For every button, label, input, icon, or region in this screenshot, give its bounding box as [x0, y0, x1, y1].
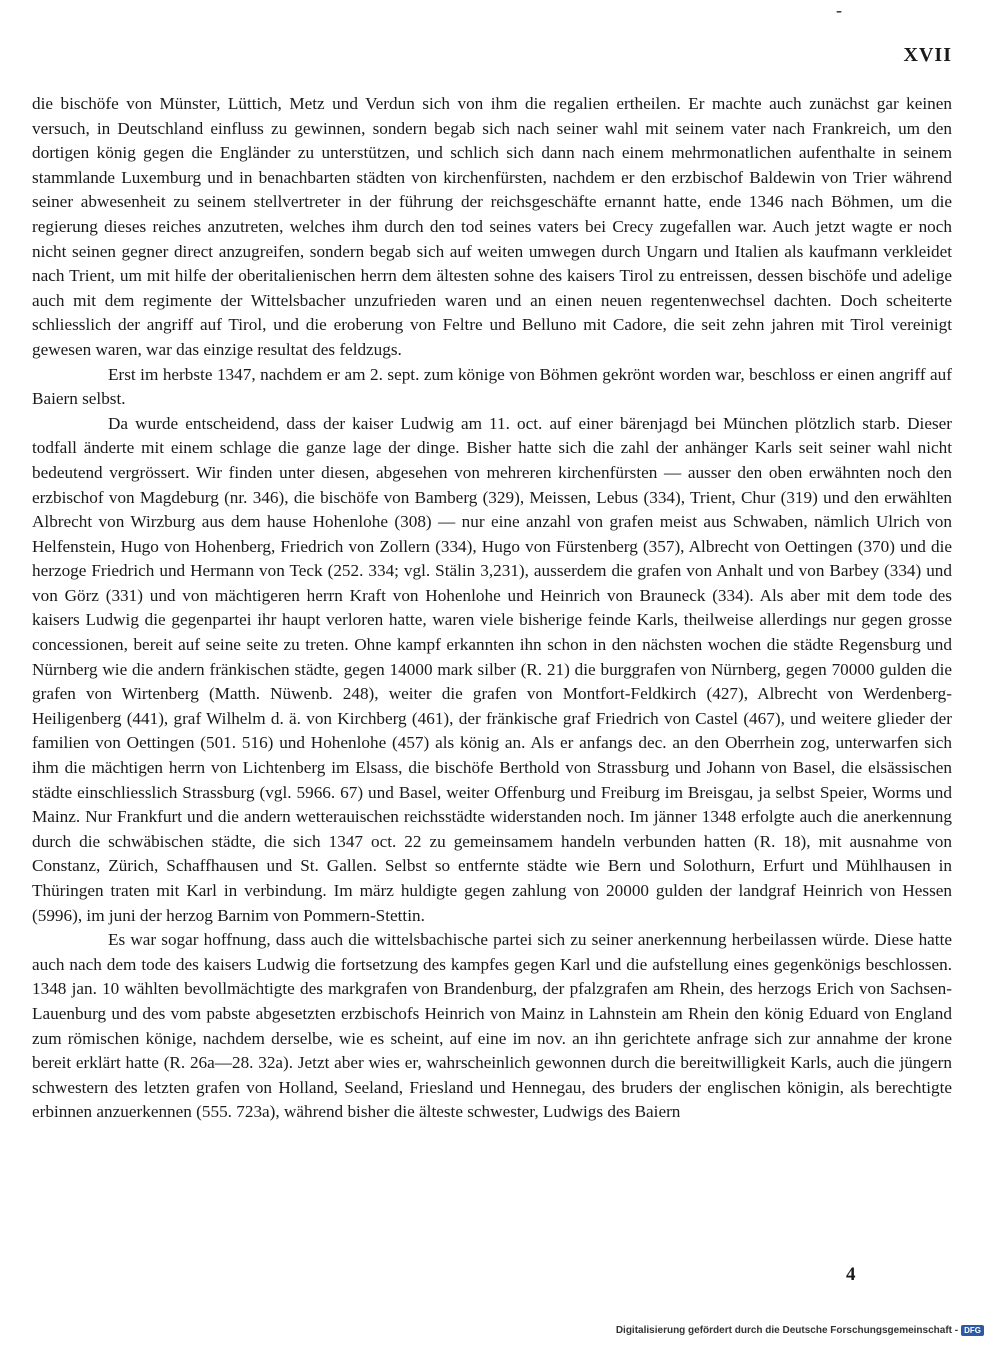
signature-mark: 4 — [846, 1264, 856, 1285]
digitization-footer — [616, 1325, 984, 1336]
paragraph: Es war sogar hoffnung, dass auch die wittelsbachische partei sich zu seiner anerkennung herbeilassen würde. Diese hatte auch nach dem tode des kaisers Ludwig die fortsetzung des kampfes gegen Karl und die aufstellung eines gegenkönigs beschlossen. 1348 jan. 10 wählten bevollmächtigte des markgrafen von Brandenburg, der pfalzgrafen am Rhein, des herzogs Erich von Sachsen-Lauenburg und des vom pabste abgesetzten erzbischofs Heinrich von Mainz in Lahnstein am Rhein den könig Eduard von England zum römischen könige, nachdem derselbe, wie es scheint, auf eine im nov. an ihn gerichtete anfrage sich zur annahme der krone bereit erklärt hatte (R. 26a—28. 32a). Jetzt aber wies er, wahrscheinlich gewonnen durch die bereitwilligkeit Karls, auch die jüngern schwestern des letzten grafen von Holland, Seeland, Friesland und Hennegau, des bruders der englischen königin, als berechtigte erbinnen anzuerkennen (555. 723a), während bisher die älteste schwester, Ludwigs des Baiern — [32, 930, 952, 1122]
paragraph: Da wurde entscheidend, dass der kaiser Ludwig am 11. oct. auf einer bärenjagd bei München plötzlich starb. Dieser todfall änderte mit einem schlage die ganze lage der dinge. Bisher hatte sich die zahl der anhänger Karls seit seiner wahl nicht bedeutend vergrössert. Wir finden unter diesen, abgesehen von mehreren kirchenfürsten — ausser den oben erwähnten noch den erzbischof von Magdeburg (nr. 346), die bischöfe von Bamberg (329), Meissen, Lebus (334), Trient, Chur (319) und den erwählten Albrecht von Wirzburg aus dem hause Hohenlohe (308) — nur eine anzahl von grafen meist aus Schwaben, nämlich Ulrich von Helfenstein, Hugo von Hohenberg, Friedrich von Zollern (334), Hugo von Fürstenberg (357), Albrecht von Oettingen (370) und die herzoge Friedrich und Hermann von Teck (252. 334; vgl. Stälin 3,231), ausserdem die grafen von Anhalt und von Barbey (334) und von Görz (331) und von mächtigeren herrn Kraft von Hohenlohe und Heinrich von Brauneck (334). Als aber mit dem tode des kaisers Ludwig die gegenpartei ihr haupt verloren hatte, waren viele bisherige feinde Karls, theilweise allerdings nur gegen grosse concessionen, bereit auf seine seite zu treten. Ohne kampf erkannten ihn schon in den nächsten wochen die städte Regensburg und Nürnberg wie die andern fränkischen städte, gegen 14000 mark silber (R. 21) die burggrafen von Nürnberg, gegen 70000 gulden die grafen von Wirtenberg (Matth. Nüwenb. 248), weiter die grafen von Montfort-Feldkirch (427), Albrecht von Werdenberg-Heiligenberg (441), graf Wilhelm d. ä. von Kirchberg (461), der fränkische graf Friedrich von Castel (467), und weitere glieder der familien von Oettingen (501. 516) und Hohenlohe (457) als könig an. Als er anfangs dec. an den Oberrhein zog, unterwarfen sich ihm die mächtigen herrn von Lichtenberg im Elsass, die bischöfe Berthold von Strassburg und Johann von Basel, die elsässischen städte einschliesslich Strassburg (vgl. 5966. 67) und Basel, weiter Offenburg und Freiburg im Breisgau, ja selbst Speier, Worms und Mainz. Nur Frankfurt und die andern wetterauischen reichsstädte widerstanden noch. Im jänner 1348 erfolgte auch die anerkennung durch die schwäbischen städte, die sich 1347 oct. 22 zu gemeinsamem handeln verbunden hatten (R. 18), mit ausnahme von Constanz, Zürich, Schaffhausen und St. Gallen. Selbst so entfernte städte wie Bern und Solothurn, Erfurt und Mühlhausen in Thüringen traten mit Karl in verbindung. Im märz huldigte gegen zahlung von 20000 gulden der landgraf Heinrich von Hessen (5996), im juni der herzog Barnim von Pommern-Stettin. — [32, 413, 952, 925]
paragraph: Erst im herbste 1347, nachdem er am 2. sept. zum könige von Böhmen gekrönt worden war, beschloss er einen angriff auf Baiern selbst. — [32, 364, 952, 409]
dfg-logo-icon: DFG — [961, 1325, 984, 1336]
footer-text: Digitalisierung gefördert durch die Deutsche Forschungsgemeinschaft - — [615, 1325, 959, 1336]
top-edge-mark: - — [836, 0, 842, 20]
paragraph: die bischöfe von Münster, Lüttich, Metz und Verdun sich von ihm die regalien ertheilen. Er machte auch zunächst gar keinen versuch, in Deutschland einfluss zu gewinnen, sondern begab sich nach seiner wahl mit seinem vater nach Frankreich, um den dortigen könig gegen die Engländer zu unterstützen, und schlich sich dann nach einem mehrmonatlichen aufenthalte in seinem stammlande Luxemburg und in benachbarten städten von kirchenfürsten, nachdem er den erzbischof Baldewin von Trier während seiner abwesenheit zu seinem stellvertreter in der führung der reichsgeschäfte ernannt hatte, ende 1346 nach Böhmen, um die regierung dieses reiches anzutreten, welches ihm durch den tod seines vaters bei Crecy zugefallen war. Auch jetzt wagte er noch nicht seinen gegner direct anzugreifen, sondern begab sich auf weiten umwegen durch Ungarn und Italien als kaufmann verkleidet nach Trient, um mit hilfe der oberitalienischen herrn dem ältesten sohne des kaisers Tirol zu entreissen, dessen bischöfe und adelige auch mit dem regimente der Wittelsbacher unzufrieden waren und an einen neuen regentenwechsel dachten. Doch scheiterte schliesslich der angriff auf Tirol, und die eroberung von Feltre und Belluno mit Cadore, die seit zehn jahren mit Tirol vereinigt gewesen waren, war das einzige resultat des feldzugs. — [32, 94, 952, 359]
document-body — [32, 92, 952, 1125]
page-number-roman: XVII — [903, 44, 952, 66]
